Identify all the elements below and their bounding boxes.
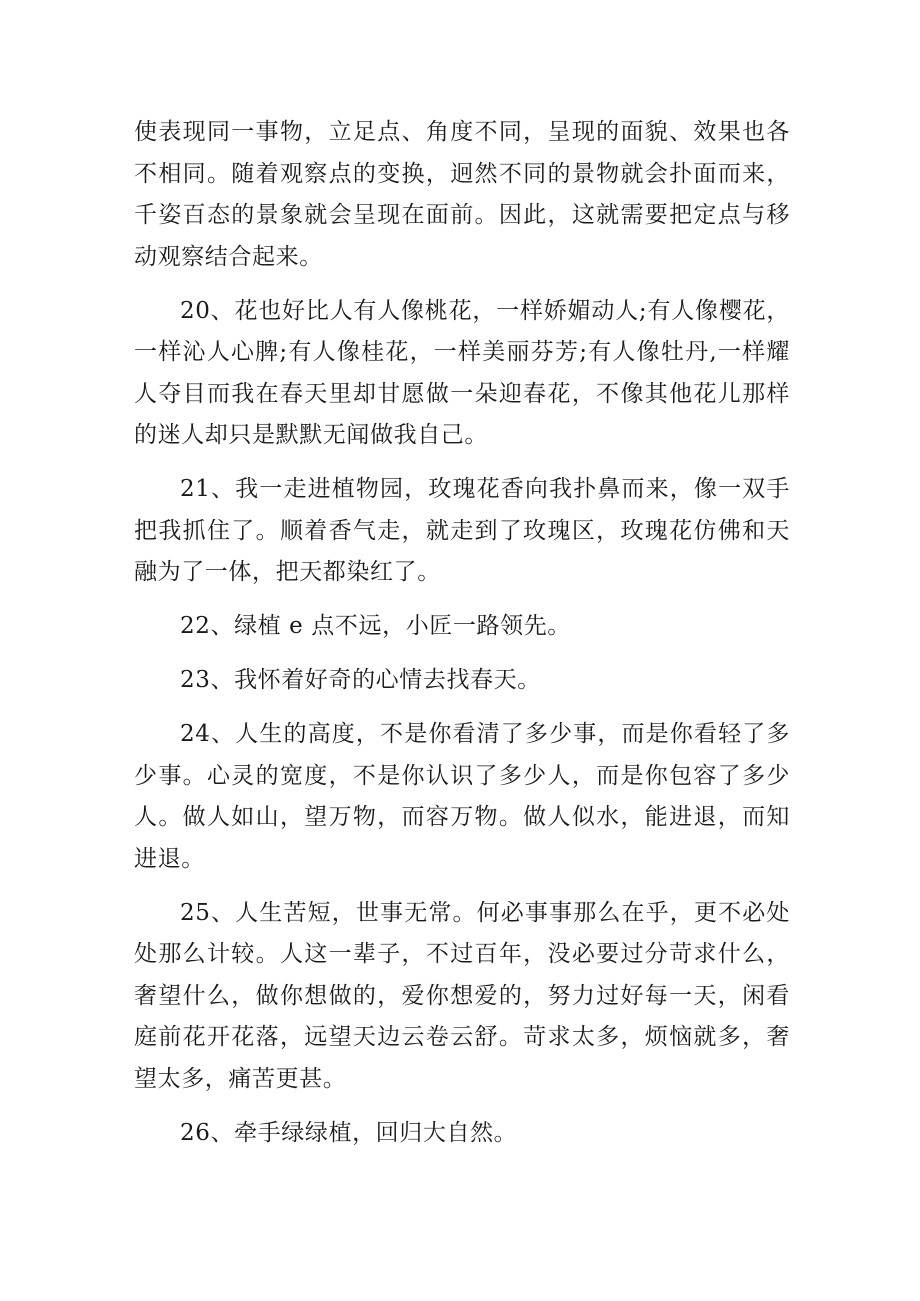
paragraph-item-22: 22、绿植 e 点不远，小匠一路领先。 bbox=[180, 613, 571, 639]
paragraph-item-20: 20、花也好比人有人像桃花，一样娇媚动人;有人像樱花，一样沁人心脾;有人像桂花，一样美丽芬芳;有人像牡丹,一样耀人夺目而我在春天里却甘愿做一朵迎春花，不像其他花儿那样的迷人却只是默默无闻做我自己。 bbox=[134, 297, 790, 448]
paragraph-item-21: 21、我一走进植物园，玫瑰花香向我扑鼻而来，像一双手把我抓住了。顺着香气走，就走到了玫瑰区，玫瑰花仿佛和天融为了一体，把天都染红了。 bbox=[134, 476, 790, 585]
paragraph-item-23: 23、我怀着好奇的心情去找春天。 bbox=[180, 667, 541, 693]
paragraph-item-24: 24、人生的高度，不是你看清了多少事，而是你看轻了多少事。心灵的宽度，不是你认识了多少人，而是你包容了多少人。做人如山，望万物，而容万物。做人似水，能进退，而知进退。 bbox=[134, 721, 790, 872]
paragraph-item-26: 26、牵手绿绿植，回归大自然。 bbox=[180, 1119, 518, 1146]
paragraph-continuation: 使表现同一事物，立足点、角度不同，呈现的面貌、效果也各不相同。随着观察点的变换，迥然不同的景物就会扑面而来，千姿百态的景象就会呈现在面前。因此，这就需要把定点与移动观察结合起来。 bbox=[134, 119, 790, 270]
paragraph-item-25: 25、人生苦短，世事无常。何必事事那么在乎，更不必处处那么计较。人这一辈子，不过百年，没必要过分苛求什么，奢望什么，做你想做的，爱你想爱的，努力过好每一天，闲看庭前花开花落，远望天边云卷云舒。苛求太多，烦恼就多，奢望太多，痛苦更甚。 bbox=[134, 899, 790, 1092]
document-body bbox=[134, 112, 790, 1167]
